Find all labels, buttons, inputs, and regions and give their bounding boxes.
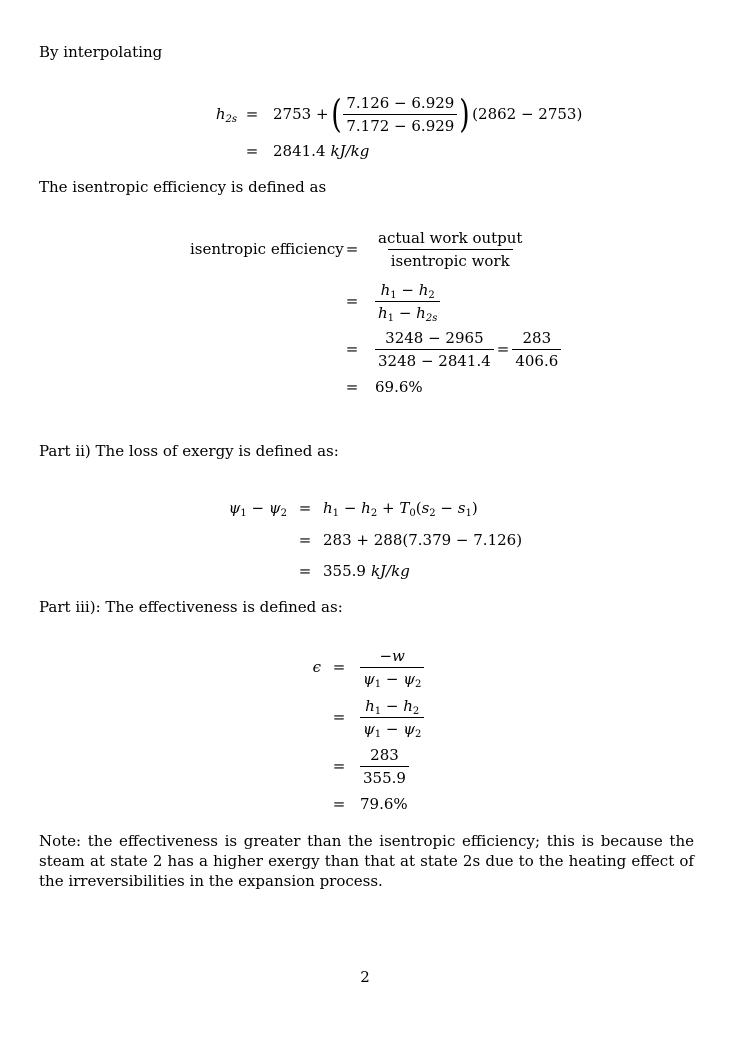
equation-line bbox=[305, 646, 427, 688]
equals-sign: = bbox=[345, 340, 359, 358]
fraction bbox=[375, 281, 440, 322]
equation-term: 2753 + bbox=[273, 105, 329, 123]
fraction bbox=[375, 329, 494, 370]
paragraph-part-iii: Part iii): The effectiveness is defined as: bbox=[39, 598, 343, 616]
denominator: $h_1 - h_{2s}$ bbox=[375, 301, 440, 322]
paragraph-isentropic-definition: The isentropic efficiency is defined as bbox=[39, 178, 327, 196]
denominator: $\psi_1 - \psi_2$ bbox=[360, 667, 424, 688]
equation-lhs: $h_{2s}$ bbox=[215, 105, 237, 125]
equation-line bbox=[190, 228, 528, 270]
denominator: $\psi_1 - \psi_2$ bbox=[360, 717, 424, 738]
fraction bbox=[360, 697, 424, 738]
equation-h2s-line2 bbox=[195, 141, 369, 161]
result-unit: kJ/kg bbox=[370, 562, 410, 580]
paragraph-part-ii: Part ii) The loss of exergy is defined as: bbox=[39, 442, 339, 460]
paragraph-interpolating: By interpolating bbox=[39, 43, 163, 61]
fraction bbox=[343, 94, 457, 135]
fraction bbox=[512, 329, 561, 370]
equals-sign: = bbox=[332, 708, 346, 726]
equation-line bbox=[225, 561, 410, 581]
numerator: actual work output bbox=[378, 228, 523, 247]
equals-sign: = bbox=[496, 340, 510, 358]
equation-line bbox=[305, 794, 408, 814]
numerator: 283 bbox=[370, 745, 399, 764]
equals-sign: = bbox=[345, 292, 359, 310]
equals-sign: = bbox=[332, 658, 346, 676]
numerator: 3248 − 2965 bbox=[385, 328, 484, 347]
equation-term: (2862 − 2753) bbox=[472, 105, 583, 123]
right-paren: ) bbox=[459, 92, 470, 136]
result-value: 355.9 bbox=[323, 562, 366, 580]
denominator: 7.172 − 6.929 bbox=[343, 114, 457, 135]
result-value: 69.6% bbox=[375, 378, 423, 396]
numerator: $h_1 - h_2$ bbox=[365, 696, 420, 717]
result-value: 79.6% bbox=[360, 795, 408, 813]
equation-line bbox=[305, 696, 427, 738]
equation-line bbox=[225, 498, 478, 518]
fraction bbox=[360, 746, 409, 787]
equals-sign: = bbox=[332, 795, 346, 813]
equals-sign: = bbox=[298, 531, 312, 549]
equation-lhs: ϵ bbox=[312, 658, 321, 676]
equals-sign: = bbox=[298, 499, 312, 517]
equation-lhs: $\psi_1 - \psi_2$ bbox=[228, 499, 287, 519]
equals-sign: = bbox=[245, 142, 259, 160]
paragraph-note: Note: the effectiveness is greater than the isentropic efficiency; this is because the steam at state 2 has a higher exergy than that at state 2s due to the heating effect of the irreversibilities in the expansion process. bbox=[39, 832, 694, 890]
result-value: 2841.4 bbox=[273, 142, 326, 160]
fraction bbox=[375, 229, 525, 270]
left-paren: ( bbox=[330, 92, 342, 136]
numerator: −w bbox=[379, 646, 405, 665]
equals-sign: = bbox=[332, 757, 346, 775]
fraction bbox=[360, 647, 424, 688]
denominator: 355.9 bbox=[360, 766, 409, 787]
equals-sign: = bbox=[345, 240, 359, 258]
equation-lhs: isentropic efficiency bbox=[190, 240, 344, 258]
equals-sign: = bbox=[345, 378, 359, 396]
denominator: 3248 − 2841.4 bbox=[375, 349, 494, 370]
denominator: isentropic work bbox=[388, 249, 513, 270]
equation-line bbox=[190, 377, 423, 397]
equation-h2s-line1 bbox=[195, 92, 582, 136]
result-unit: kJ/kg bbox=[330, 142, 370, 160]
numerator: 7.126 − 6.929 bbox=[346, 93, 455, 112]
equation-line bbox=[305, 745, 412, 787]
numerator: 283 bbox=[522, 328, 552, 347]
equals-sign: = bbox=[298, 562, 312, 580]
equation-rhs: $h_1 - h_2 + T_0(s_2 - s_1)$ bbox=[323, 499, 478, 519]
equation-line bbox=[190, 328, 564, 370]
equals-sign: = bbox=[245, 105, 259, 123]
numerator: $h_1 - h_2$ bbox=[380, 280, 435, 301]
equation-rhs: 283 + 288(7.379 − 7.126) bbox=[323, 531, 523, 549]
page-number: 2 bbox=[360, 968, 370, 986]
denominator: 406.6 bbox=[512, 349, 561, 370]
equation-line bbox=[225, 530, 522, 550]
equation-line bbox=[190, 280, 443, 322]
